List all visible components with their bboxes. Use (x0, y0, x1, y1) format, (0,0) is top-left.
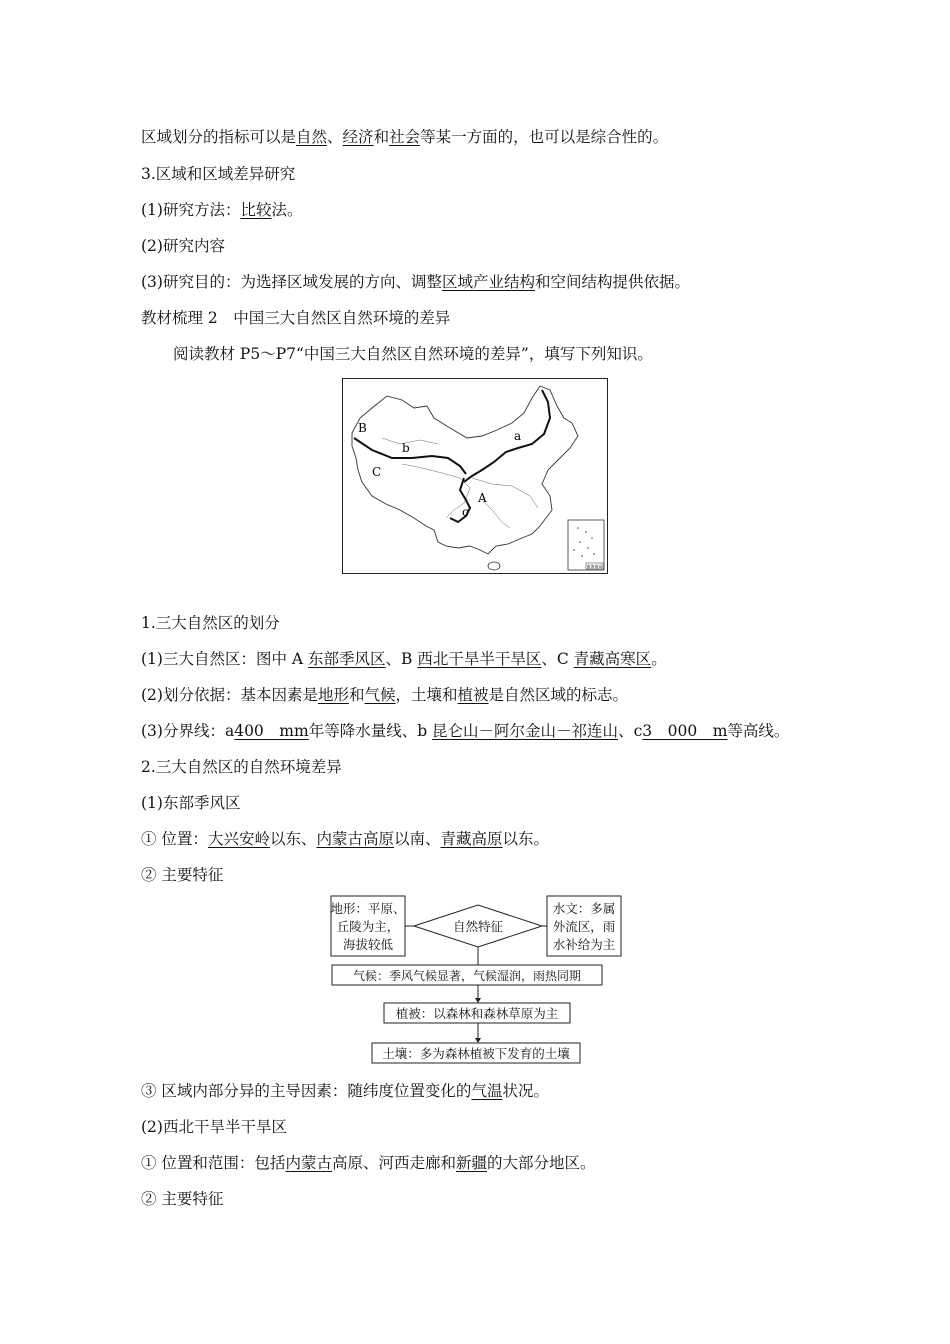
features-flowchart (330, 895, 622, 1067)
section-heading-three-regions: 教材梳理 2 中国三大自然区自然环境的差异 (141, 309, 451, 327)
reading-instruction: 阅读教材 P5～P7“中国三大自然区自然环境的差异”，填写下列知识。 (173, 345, 653, 363)
hydrology-line-3: 水补给为主 (552, 937, 616, 952)
map-label-b: b (402, 441, 410, 455)
terrain-line-2: 丘陵为主， (336, 919, 400, 934)
text-line-boundaries: (3)分界线：a400 mm年等降水量线、b 昆仑山－阿尔金山－祁连山、c3 000 m等高线。 (141, 722, 790, 740)
text-line-method: (1)研究方法：比较法。 (141, 201, 303, 219)
soil-label: 土壤：多为森林植被下发育的土壤 (382, 1046, 570, 1061)
text-line-dominant-factor: ③ 区域内部分异的主导因素：随纬度位置变化的气温状况。 (141, 1082, 549, 1100)
climate-label: 气候：季风气候显著，气候湿润，雨热同期 (352, 969, 582, 983)
text-line-basis: (2)划分依据：基本因素是地形和气候，土壤和植被是自然区域的标志。 (141, 686, 629, 704)
text-line-content: (2)研究内容 (141, 237, 225, 255)
heading-differences: 2.三大自然区的自然环境差异 (141, 758, 342, 776)
text-line-regions: (1)三大自然区：图中 A 东部季风区、B 西北干旱半干旱区、C 青藏高寒区。 (141, 650, 667, 668)
diamond-label: 自然特征 (452, 919, 504, 934)
text-line-nw-features: ② 主要特征 (141, 1190, 224, 1208)
text-line-purpose: (3)研究目的：为选择区域发展的方向、调整区域产业结构和空间结构提供依据。 (141, 273, 690, 291)
vegetation-label: 植被：以森林和森林草原为主 (395, 1006, 559, 1021)
map-label-c: c (462, 505, 469, 519)
heading-region-research: 3.区域和区域差异研究 (141, 165, 296, 183)
hydrology-line-1: 水文：多属 (552, 901, 616, 916)
map-label-a: a (514, 429, 522, 443)
terrain-line-3: 海拔较低 (342, 937, 394, 952)
text-line-northwest: (2)西北干旱半干旱区 (141, 1118, 287, 1136)
text-line-east-monsoon: (1)东部季风区 (141, 794, 241, 812)
text-line-location: ① 位置：大兴安岭以东、内蒙古高原以南、青藏高原以东。 (141, 830, 550, 848)
map-label-A: A (478, 491, 487, 505)
text-line-features: ② 主要特征 (141, 866, 224, 884)
map-label-C: C (372, 465, 382, 479)
text-line-indicator: 区域划分的指标可以是自然、经济和社会等某一方面的，也可以是综合性的。 (141, 128, 669, 146)
inset-caption: 南海诸岛 (586, 564, 603, 569)
hydrology-line-2: 外流区，雨 (552, 919, 616, 934)
text-line-nw-location: ① 位置和范围：包括内蒙古高原、河西走廊和新疆的大部分地区。 (141, 1154, 596, 1172)
terrain-line-1: 地形：平原、 (330, 901, 406, 916)
china-map-figure (342, 378, 608, 574)
heading-division: 1.三大自然区的划分 (141, 614, 280, 632)
map-label-B: B (358, 421, 367, 435)
